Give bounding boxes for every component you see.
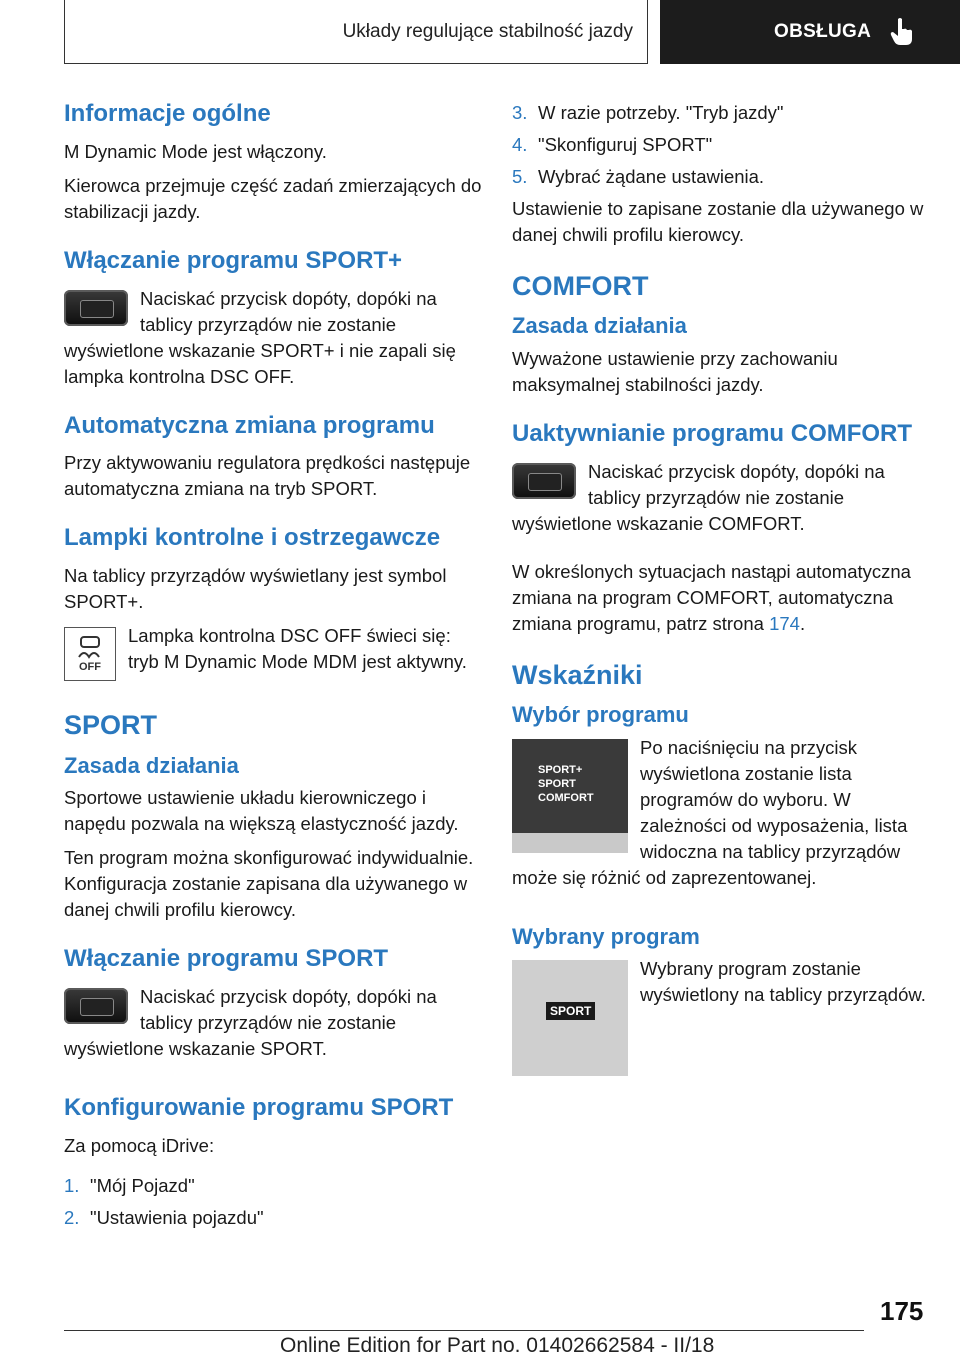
section-tab-label: OBSŁUGA [774,21,872,42]
list-item [512,164,930,190]
text-situations [512,559,930,637]
text-sport-principle-2: Ten program można skonfigurować indywidualnie. Konfiguracja zostanie zapisana dla używanego w danej chwili profilu kierowcy. [64,847,474,921]
text-sportplus: Naciskać przycisk dopóty, dopóki na tablicy przyrządów nie zostanie wyświetlone wskazanie SPORT+ i nie zapali się lampka kontrolna DSC OFF. [64,287,456,387]
text-comfort-principle: Wyważone ustawienie przy zachowaniu maksymalnej stabilności jazdy. [512,347,838,395]
heading-comfort-principle: Zasada działania [512,313,687,339]
heading-comfort-activate: Uaktywnianie programu COMFORT [512,419,913,447]
text-sport-config: Za pomocą iDrive: [64,1134,215,1156]
heading-warning-lamps: Lampki kontrolne i ostrzegawcze [64,524,441,552]
list-text: "Ustawienia pojazdu" [90,1206,264,1228]
car-skid-icon [75,635,105,661]
list-number: 1. [64,1174,80,1196]
text-program-selection: Po naciśnięciu na przycisk wyświetlona zostanie lista programów do wyboru. W zależności od wyposażenia, lista widoczna na tablicy przyrządów może się różnić od zaprezentowanej. [512,736,908,888]
heading-sport-on: Włączanie programu SPORT [64,945,389,973]
text-comfort-activate: Naciskać przycisk dopóty, dopóki na tablicy przyrządów nie zostanie wyświetlone wskazanie COMFORT. [512,460,885,534]
heading-indicators: Wskaźniki [512,659,643,690]
list-item [512,100,930,126]
drive-mode-button-image [64,290,128,326]
text-dsc-off: Lampka kontrolna DSC OFF świeci się: tryb M Dynamic Mode MDM jest aktywny. [128,625,467,673]
heading-auto-change: Automatyczna zmiana programu [64,411,435,439]
list-number: 2. [64,1206,80,1228]
drive-mode-button-image [64,988,128,1024]
text-info-2: Kierowca przejmuje część zadań zmierzających do stabilizacji jazdy. [64,174,482,222]
heading-sport: SPORT [64,710,158,741]
selected-program-image [512,960,628,1076]
section-tab [660,0,960,64]
heading-sportplus-on: Włączanie programu SPORT+ [64,246,403,274]
text-sport-on: Naciskać przycisk dopóty, dopóki na tablicy przyrządów nie zostanie wyświetlone wskazanie SPORT. [64,985,437,1059]
left-column [64,100,482,1237]
text-lamps: Na tablicy przyrządów wyświetlany jest symbol SPORT+. [64,565,447,613]
heading-selected-program: Wybrany program [512,923,700,949]
footer-edition: Online Edition for Part no. 01402662584 - II/18 [280,1334,715,1357]
heading-program-selection: Wybór programu [512,702,689,728]
text-selected-program: Wybrany program zostanie wyświetlony na tablicy przyrządów. [640,958,926,1006]
running-header [64,0,648,64]
list-item [512,132,930,158]
dsc-off-icon [64,627,116,681]
list-item [64,1205,482,1231]
text-situations-body: W określonych sytuacjach nastąpi automatyczna zmiana na program COMFORT, automatyczna zmiana programu, patrz strona [512,560,911,634]
list-text: "Skonfiguruj SPORT" [538,134,713,155]
page-link-174[interactable]: 174 [769,612,800,634]
text-auto-change: Przy aktywowaniu regulatora prędkości następuje automatyczna zmiana na tryb SPORT. [64,452,471,500]
right-column [512,100,930,1080]
menu-item-sportplus: SPORT+ [538,763,583,776]
hand-pointer-icon [889,17,915,47]
heading-comfort: COMFORT [512,271,649,301]
heading-sport-principle: Zasada działania [64,752,239,778]
text-sport-principle-1: Sportowe ustawienie układu kierowniczego i napędu pozwala na większą elastyczność jazdy. [64,787,459,835]
list-number: 4. [512,134,528,155]
program-list-image [512,739,628,853]
menu-item-sport: SPORT [538,777,576,790]
header-title: Układy regulujące stabilność jazdy [342,20,633,42]
drive-mode-button-image [512,463,576,499]
text-info-1: M Dynamic Mode jest włączony. [64,140,327,162]
text-period: . [799,612,806,634]
dsc-off-icon-label: OFF [79,661,101,674]
list-text: Wybrać żądane ustawienia. [538,166,765,187]
heading-sport-config: Konfigurowanie programu SPORT [64,1093,454,1121]
list-number: 5. [512,166,528,187]
text-saved: Ustawienie to zapisane zostanie dla używanego w danej chwili profilu kierowcy. [512,198,924,245]
list-text: "Mój Pojazd" [90,1174,195,1196]
list-item [64,1173,482,1199]
menu-item-comfort: COMFORT [538,791,594,804]
list-text: W razie potrzeby. "Tryb jazdy" [538,102,784,123]
page-number: 175 [880,1296,924,1326]
selected-program-label: SPORT [546,1002,595,1020]
footer-divider [64,1330,864,1331]
list-number: 3. [512,102,528,123]
heading-general-info: Informacje ogólne [64,100,271,127]
